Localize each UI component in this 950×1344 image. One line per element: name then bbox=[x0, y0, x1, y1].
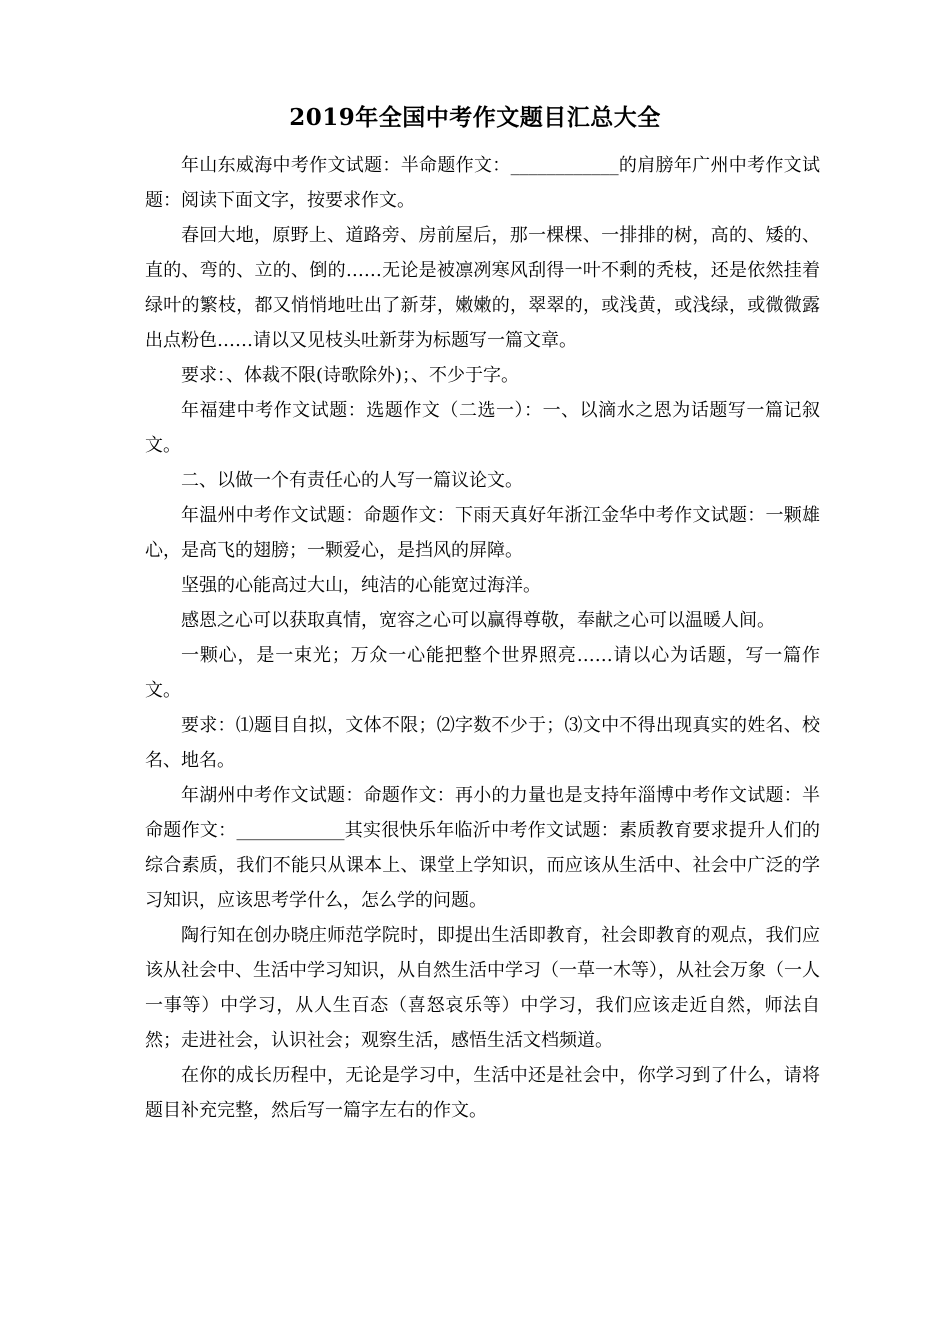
document-title: 2019年全国中考作文题目汇总大全 bbox=[289, 104, 661, 131]
paragraph-fujian-option-2: 二、以做一个有责任心的人写一篇议论文。 bbox=[181, 470, 523, 491]
paragraph-fujian: 年福建中考作文试题：选题作文（二选一）：一、以滴水之恩为话题写一篇记叙文。 bbox=[145, 400, 820, 456]
paragraph-weihai-guangzhou: 年山东威海中考作文试题：半命题作文：____________的肩膀年广州中考作文试题：阅读下面文字，按要求作文。 bbox=[145, 155, 820, 211]
paragraph-grateful-heart: 感恩之心可以获取真情，宽容之心可以赢得尊敬，奉献之心可以温暖人间。 bbox=[181, 610, 775, 631]
paragraph-requirements-2: 要求：⑴题目自拟，文体不限；⑵字数不少于；⑶文中不得出现真实的姓名、校名、地名。 bbox=[145, 715, 820, 771]
paragraph-spring-prompt: 春回大地，原野上、道路旁、房前屋后，那一棵棵、一排排的树，高的、矮的、直的、弯的、立的、倒的……无论是被凛冽寒风刮得一叶不剩的秃枝，还是依然挂着绿叶的繁枝，都又悄悄地吐出了新芽，嫩嫩的，翠翠的，或浅黄，或浅绿，或微微露出点粉色……请以又见枝头吐新芽为标题写一篇文章。 bbox=[145, 225, 820, 351]
paragraph-heart-topic: 一颗心，是一束光；万众一心能把整个世界照亮……请以心为话题，写一篇作文。 bbox=[145, 645, 820, 701]
paragraph-strong-heart: 坚强的心能高过大山，纯洁的心能宽过海洋。 bbox=[181, 575, 541, 596]
document-body bbox=[145, 148, 820, 1128]
paragraph-huzhou-zibo-linyi: 年湖州中考作文试题：命题作文：再小的力量也是支持年淄博中考作文试题：半命题作文：____________其实很快乐年临沂中考作文试题：素质教育要求提升人们的综合素质，我们不能只从课本上、课堂上学知识，而应该从生活中、社会中广泛的学习知识，应该思考学什么，怎么学的问题。 bbox=[145, 785, 820, 911]
paragraph-tao-xingzhi: 陶行知在创办晓庄师范学院时，即提出生活即教育，社会即教育的观点，我们应该从社会中、生活中学习知识，从自然生活中学习（一草一木等），从社会万象（一人一事等）中学习，从人生百态（喜怒哀乐等）中学习，我们应该走近自然，师法自然；走进社会，认识社会；观察生活，感悟生活文档频道。 bbox=[145, 925, 820, 1051]
paragraph-requirements-1: 要求：、体裁不限(诗歌除外)；、不少于字。 bbox=[181, 365, 520, 386]
paragraph-wenzhou-jinhua: 年温州中考作文试题：命题作文：下雨天真好年浙江金华中考作文试题：一颗雄心，是高飞的翅膀；一颗爱心，是挡风的屏障。 bbox=[145, 505, 820, 561]
paragraph-growth: 在你的成长历程中，无论是学习中，生活中还是社会中，你学习到了什么，请将题目补充完整，然后写一篇字左右的作文。 bbox=[145, 1065, 820, 1121]
